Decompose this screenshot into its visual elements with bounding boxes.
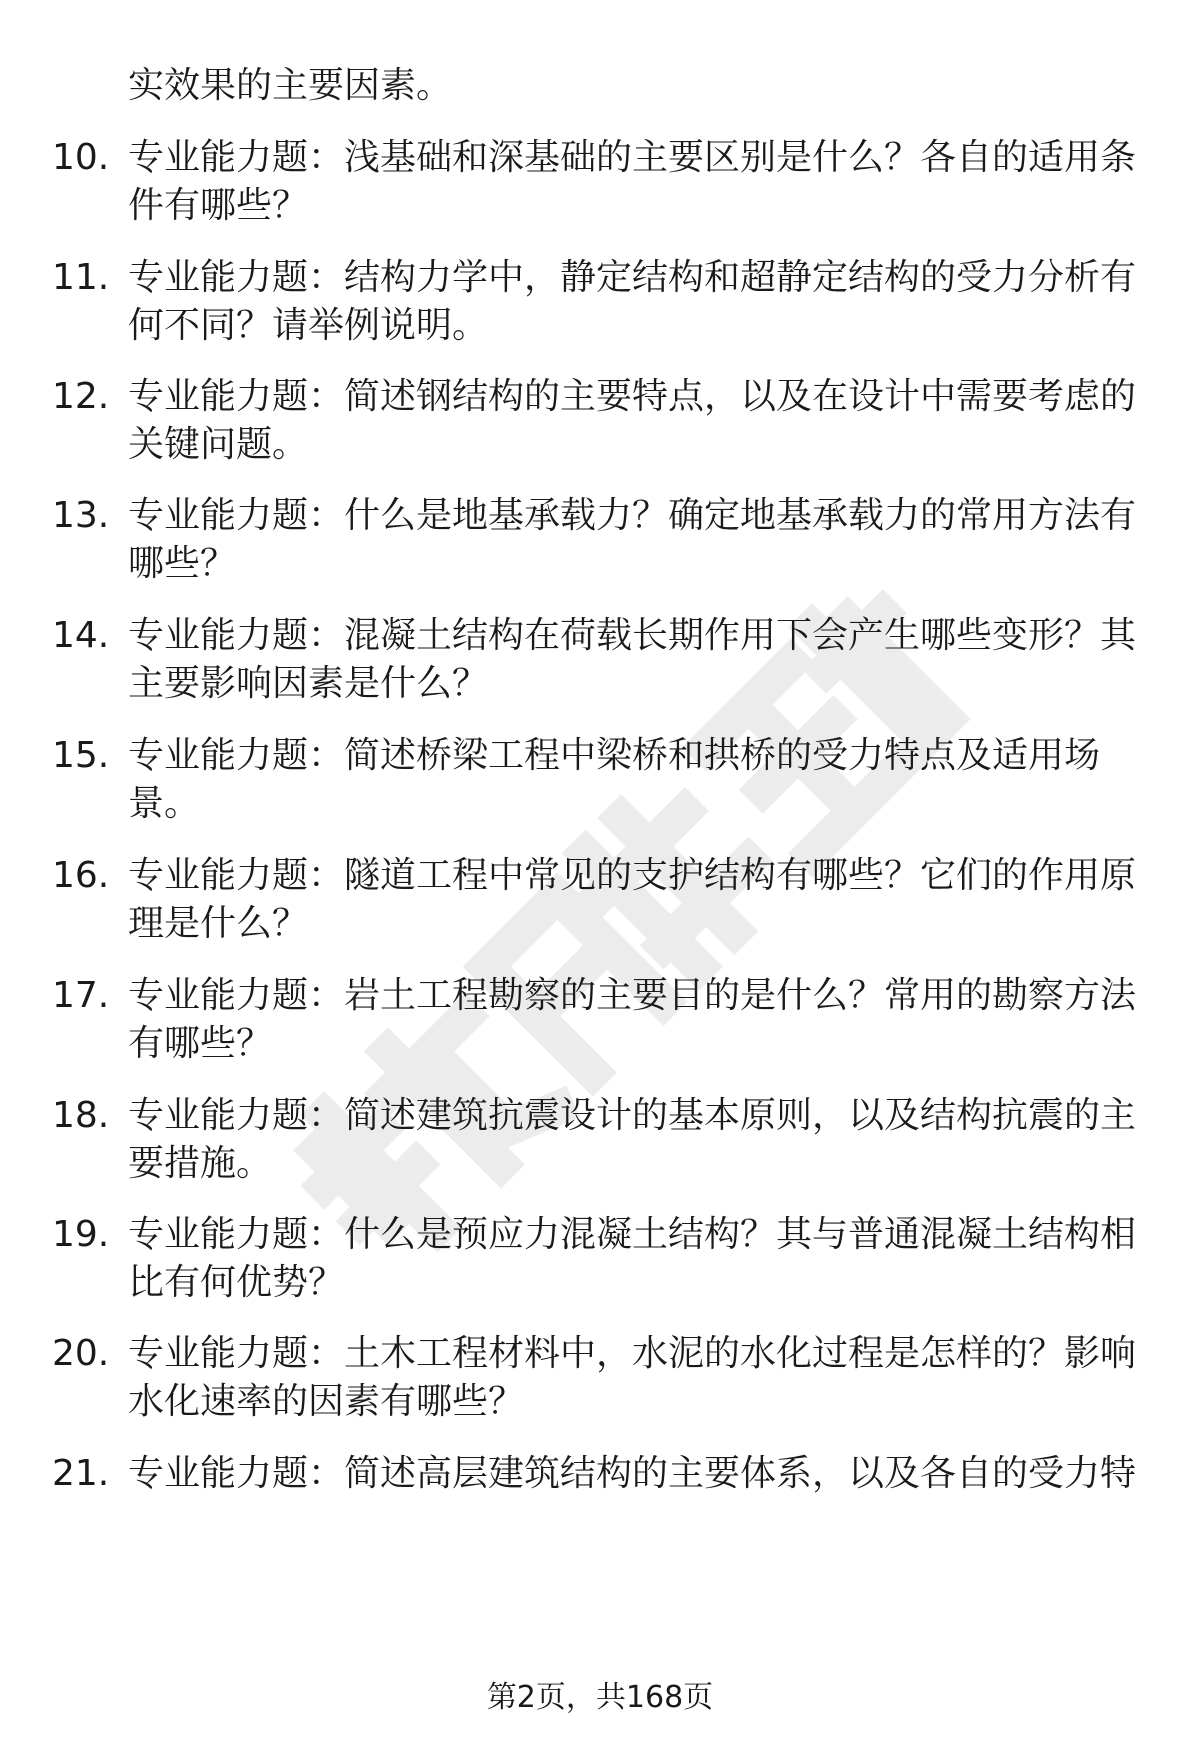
- question-text: 专业能力题：结构力学中，静定结构和超静定结构的受力分析有何不同？请举例说明。: [128, 257, 1137, 346]
- question-number: 12.: [52, 376, 110, 417]
- question-text: 专业能力题：浅基础和深基础的主要区别是什么？各自的适用条件有哪些？: [128, 137, 1137, 226]
- question-number: 20.: [52, 1333, 110, 1374]
- question-text: 专业能力题：简述桥梁工程中梁桥和拱桥的受力特点及适用场景。: [128, 735, 1101, 824]
- question-text: 专业能力题：隧道工程中常见的支护结构有哪些？它们的作用原理是什么？: [128, 855, 1137, 944]
- continuation-text: 实效果的主要因素。: [128, 65, 453, 106]
- question-number: 13.: [52, 495, 110, 536]
- question-text: 专业能力题：简述高层建筑结构的主要体系，以及各自的受力特: [128, 1453, 1137, 1494]
- question-number: 14.: [52, 615, 110, 656]
- question-number: 11.: [52, 257, 110, 298]
- question-number: 16.: [52, 855, 110, 896]
- question-number: 19.: [52, 1214, 110, 1255]
- question-text: 专业能力题：岩土工程勘察的主要目的是什么？常用的勘察方法有哪些？: [128, 975, 1137, 1064]
- question-number: 10.: [52, 137, 110, 178]
- question-text: 专业能力题：简述钢结构的主要特点，以及在设计中需要考虑的关键问题。: [128, 376, 1137, 465]
- question-number: 18.: [52, 1095, 110, 1136]
- question-text: 专业能力题：土木工程材料中，水泥的水化过程是怎样的？影响水化速率的因素有哪些？: [128, 1333, 1137, 1422]
- question-number: 15.: [52, 735, 110, 776]
- question-text: 专业能力题：简述建筑抗震设计的基本原则，以及结构抗震的主要措施。: [128, 1095, 1137, 1184]
- question-text: 专业能力题：什么是预应力混凝土结构？其与普通混凝土结构相比有何优势？: [128, 1214, 1137, 1303]
- question-text: 专业能力题：什么是地基承载力？确定地基承载力的常用方法有哪些？: [128, 495, 1137, 584]
- question-text: 专业能力题：混凝土结构在荷载长期作用下会产生哪些变形？其主要影响因素是什么？: [128, 615, 1137, 704]
- question-number: 21.: [52, 1453, 110, 1494]
- page-footer: 第2页，共168页: [486, 1680, 714, 1715]
- question-number: 17.: [52, 975, 110, 1016]
